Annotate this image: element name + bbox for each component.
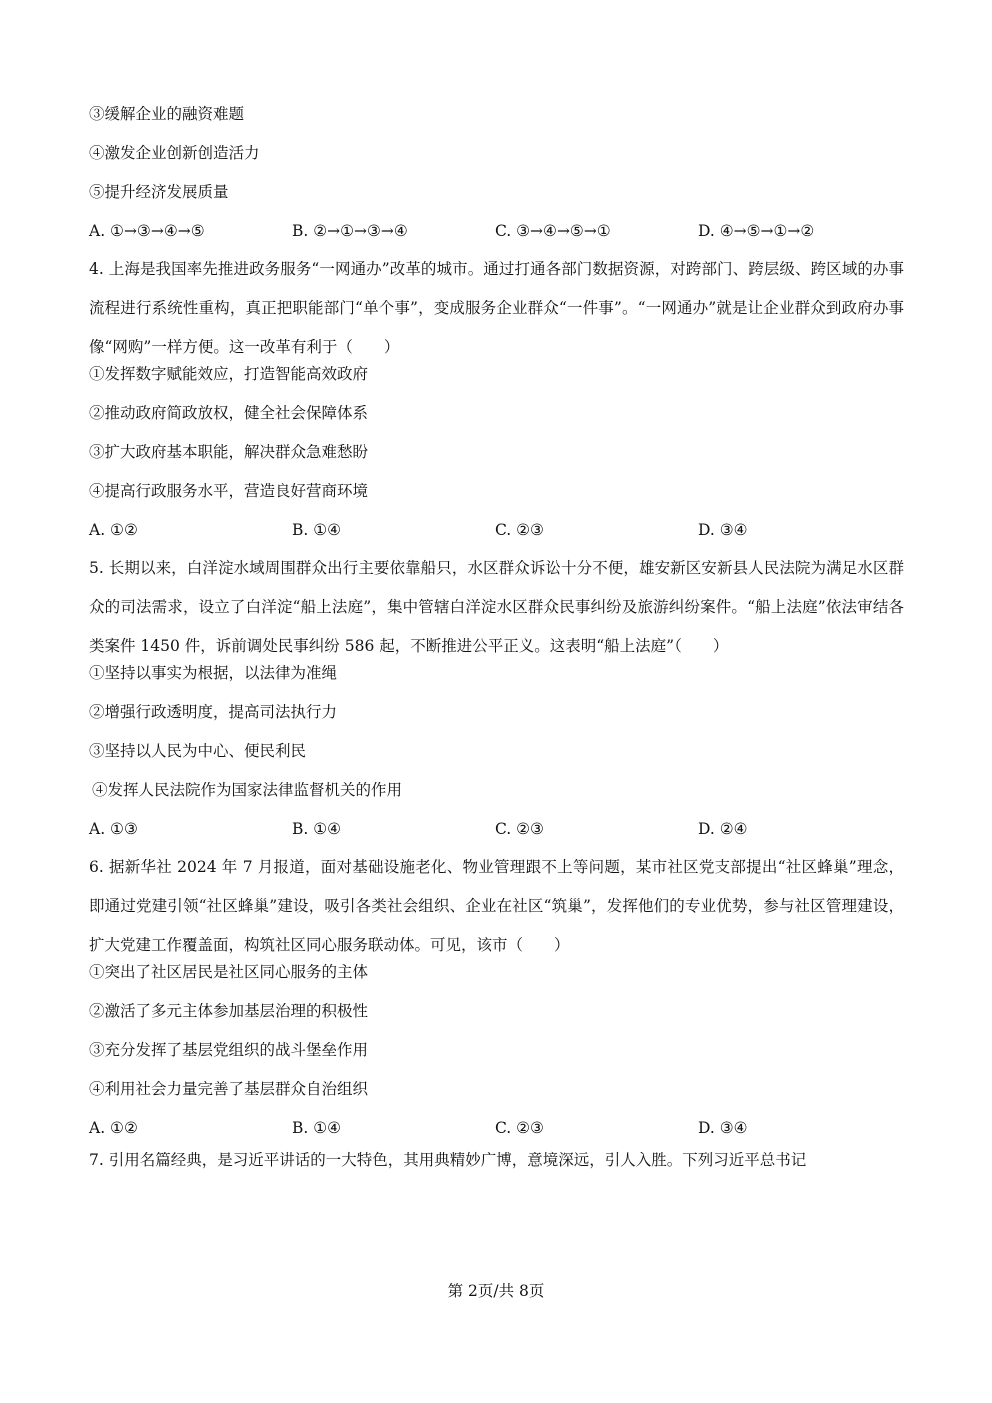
question-3-continued — [89, 101, 904, 257]
q6-option-c: C. ②③ — [495, 1119, 544, 1137]
q5-item-1: ①坚持以事实为根据，以法律为准绳 — [89, 664, 338, 682]
q4-option-c: C. ②③ — [495, 521, 544, 539]
q3-option-b: B. ②→①→③→④ — [292, 222, 408, 240]
q5-item-4: ④发挥人民法院作为国家法律监督机关的作用 — [92, 781, 403, 799]
q6-item-2: ②激活了多元主体参加基层治理的积极性 — [89, 1002, 369, 1020]
q5-item-3: ③坚持以人民为中心、便民利民 — [89, 742, 307, 760]
q5-option-a: A. ①③ — [89, 820, 138, 838]
q7-stem: 7. 引用名篇经典，是习近平讲话的一大特色，其用典精妙广博，意境深远，引人入胜。下列习近平总书记 — [89, 1151, 807, 1169]
q4-stem: 4. 上海是我国率先推进政务服务“一网通办”改革的城市。通过打通各部门数据资源，对跨部门、跨层级、跨区域的办事流程进行系统性重构，真正把职能部门“单个事”，变成服务企业群众“一件事”。“一网通办”就是让企业群众到政府办事像“网购”一样方便。这一改革有利于（ ） — [89, 260, 904, 356]
q6-option-a: A. ①② — [89, 1119, 138, 1137]
q3-item-4: ④激发企业创新创造活力 — [89, 144, 260, 162]
question-6 — [89, 848, 904, 1154]
q4-item-4: ④提高行政服务水平，营造良好营商环境 — [89, 482, 369, 500]
q3-item-5: ⑤提升经济发展质量 — [89, 183, 229, 201]
q3-item-3: ③缓解企业的融资难题 — [89, 105, 245, 123]
q3-option-a: A. ①→③→④→⑤ — [89, 222, 205, 240]
question-7 — [89, 1147, 904, 1186]
q4-option-a: A. ①② — [89, 521, 138, 539]
q4-item-1: ①发挥数字赋能效应，打造智能高效政府 — [89, 365, 369, 383]
q3-option-c: C. ③→④→⑤→① — [495, 222, 611, 240]
q5-option-c: C. ②③ — [495, 820, 544, 838]
q4-item-3: ③扩大政府基本职能，解决群众急难愁盼 — [89, 443, 369, 461]
q6-option-b: B. ①④ — [292, 1119, 342, 1137]
q6-item-3: ③充分发挥了基层党组织的战斗堡垒作用 — [89, 1041, 369, 1059]
q4-item-2: ②推动政府简政放权，健全社会保障体系 — [89, 404, 369, 422]
question-5 — [89, 549, 904, 855]
q3-option-d: D. ④→⑤→①→② — [698, 222, 815, 240]
q4-option-d: D. ③④ — [698, 521, 748, 539]
q6-stem: 6. 据新华社 2024 年 7 月报道，面对基础设施老化、物业管理跟不上等问题，某市社区党支部提出“社区蜂巢”理念，即通过党建引领“社区蜂巢”建设，吸引各类社会组织、企业在社区“筑巢”，发挥他们的专业优势，参与社区管理建设，扩大党建工作覆盖面，构筑社区同心服务联动体。可见，该市（ ） — [89, 858, 904, 954]
q6-option-d: D. ③④ — [698, 1119, 748, 1137]
q5-option-b: B. ①④ — [292, 820, 342, 838]
q5-item-2: ②增强行政透明度，提高司法执行力 — [89, 703, 338, 721]
q6-item-4: ④利用社会力量完善了基层群众自治组织 — [89, 1080, 369, 1098]
page-number-footer: 第 2页/共 8页 — [447, 1282, 545, 1300]
question-4 — [89, 250, 904, 556]
q6-item-1: ①突出了社区居民是社区同心服务的主体 — [89, 963, 369, 981]
q4-option-b: B. ①④ — [292, 521, 342, 539]
q5-option-d: D. ②④ — [698, 820, 748, 838]
q5-stem: 5. 长期以来，白洋淀水域周围群众出行主要依靠船只，水区群众诉讼十分不便，雄安新区安新县人民法院为满足水区群众的司法需求，设立了白洋淀“船上法庭”，集中管辖白洋淀水区群众民事纠纷及旅游纠纷案件。“船上法庭”依法审结各类案件 1450 件，诉前调处民事纠纷 586 起，不断推进公平正义。这表明“船上法庭”（ ） — [89, 559, 904, 655]
page-content — [89, 101, 904, 1186]
